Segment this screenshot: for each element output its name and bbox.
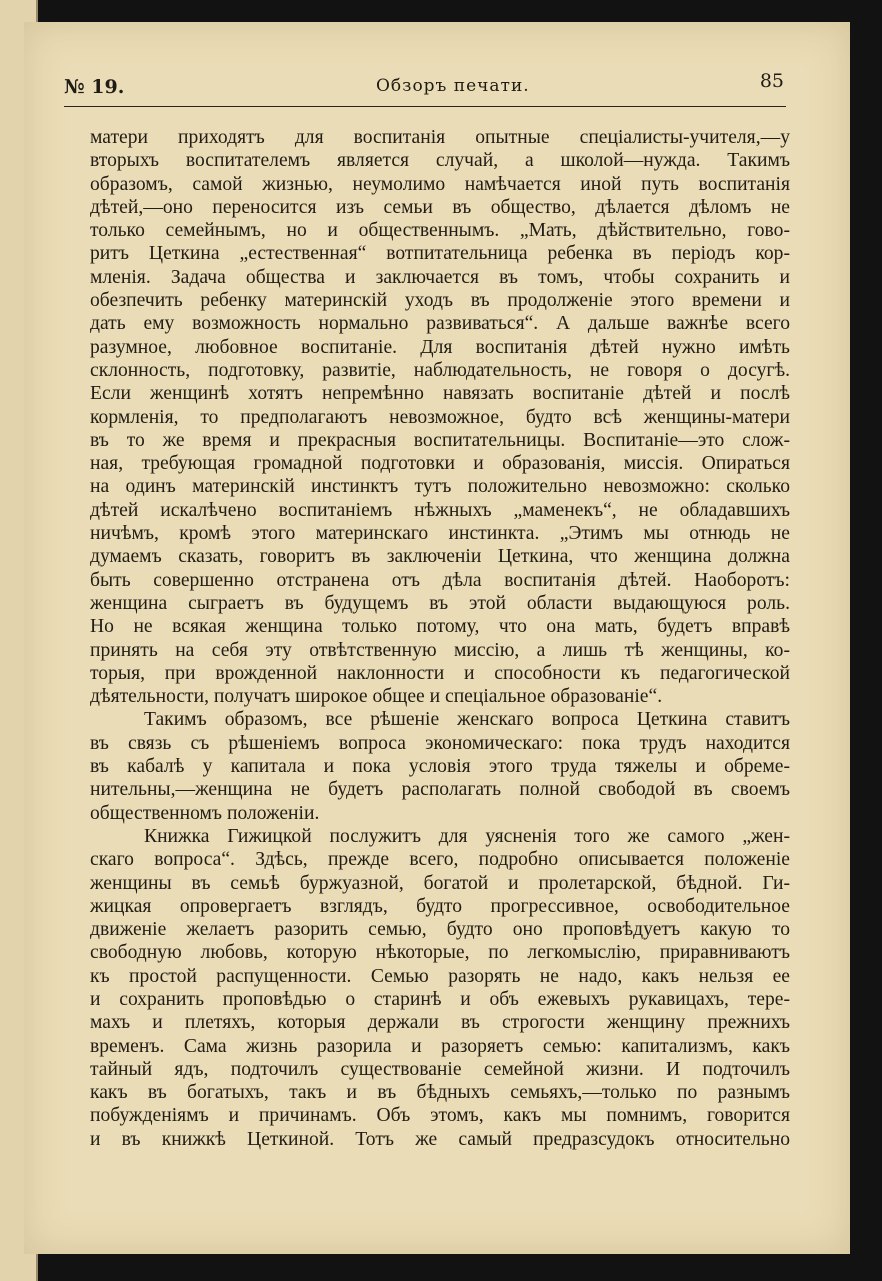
text-line: женщины въ семьѣ буржуазной, богатой и пролетарской, бѣдной. Ги-: [90, 872, 790, 894]
text-line: дѣтей,—оно переносится изъ семьи въ общество, дѣлается дѣломъ не: [90, 196, 790, 218]
text-line: жицкая опровергаетъ взглядъ, будто прогрессивное, освободительное: [90, 895, 790, 917]
body-text: [90, 126, 790, 1151]
text-line: свободную любовь, которую нѣкоторые, по легкомыслію, приравниваютъ: [90, 942, 790, 964]
text-line: побужденіямъ и причинамъ. Объ этомъ, какъ мы помнимъ, говорится: [90, 1105, 790, 1127]
text-line: дѣтей искалѣчено воспитаніемъ нѣжныхъ „маменекъ“, не обладавшихъ: [90, 499, 790, 521]
text-line: въ связь съ рѣшеніемъ вопроса экономическаго: пока трудъ находится: [90, 732, 790, 754]
text-line: принять на себя эту отвѣтственную миссію, а лишь тѣ женщины, ко-: [90, 639, 790, 661]
text-line: дать ему возможность нормально развиваться“. А дальше важнѣе всего: [90, 313, 790, 335]
issue-number: № 19.: [64, 76, 125, 98]
text-line: только семейнымъ, но и общественнымъ. „Мать, дѣйствительно, гово-: [90, 220, 790, 242]
text-line: женщина сыграетъ въ будущемъ въ этой области выдающуюся роль.: [90, 592, 790, 614]
text-line: движеніе желаетъ разорить семью, будто оно проповѣдуетъ какую то: [90, 919, 790, 941]
text-line: склонность, подготовку, развитіе, наблюдательность, не говоря о досугѣ.: [90, 359, 790, 381]
text-line: какъ въ богатыхъ, такъ и въ бѣдныхъ семьяхъ,—только по разнымъ: [90, 1082, 790, 1104]
text-line: временъ. Сама жизнь разорила и разоряетъ семью: капитализмъ, какъ: [90, 1035, 790, 1057]
text-line: ничѣмъ, кромѣ этого материнскаго инстинкта. „Этимъ мы отнюдь не: [90, 523, 790, 545]
text-line: матери приходятъ для воспитанія опытные спеціалисты-учителя,—у: [90, 127, 790, 148]
text-line: обезпечить ребенку материнскій уходъ въ продолженіе этого времени и: [90, 290, 790, 312]
text-line: Книжка Гижицкой послужитъ для уясненія того же самого „жен-: [144, 825, 790, 847]
page-number: 85: [759, 70, 784, 92]
text-line: Если женщинѣ хотятъ непремѣнно навязать воспитаніе дѣтей и послѣ: [90, 383, 790, 405]
text-line: на одинъ материнскій инстинктъ тутъ положительно невозможно: сколько: [90, 476, 790, 498]
text-line: ная, требующая громадной подготовки и образованія, миссія. Опираться: [90, 453, 790, 475]
header-rule: [64, 106, 786, 107]
text-line: мленія. Задача общества и заключается въ томъ, чтобы сохранить и: [90, 266, 790, 288]
text-line: вторыхъ воспитателемъ является случай, а школой—нужда. Такимъ: [90, 150, 790, 172]
running-header: [64, 64, 784, 108]
text-line: кормленія, то предполагаютъ невозможное, будто всѣ женщины-матери: [90, 406, 790, 428]
text-line: быть совершенно отстранена отъ дѣла воспитанія дѣтей. Наоборотъ:: [90, 569, 790, 591]
text-line: въ то же время и прекрасныя воспитательницы. Воспитаніе—это слож-: [90, 429, 790, 451]
text-line: образомъ, самой жизнью, неумолимо намѣчается иной путь воспитанія: [90, 173, 790, 195]
text-line: ритъ Цеткина „естественная“ вотпитательница ребенка въ періодъ кор-: [90, 243, 790, 265]
text-line: Но не всякая женщина только потому, что она мать, будетъ вправѣ: [90, 616, 790, 638]
text-line: дѣятельности, получатъ широкое общее и спеціальное образованіе“.: [90, 686, 663, 708]
text-line: думаемъ сказать, говоритъ въ заключеніи Цеткина, что женщина должна: [90, 546, 790, 568]
text-line: и сохранить проповѣдью о старинѣ и объ ежевыхъ рукавицахъ, тере-: [90, 988, 790, 1010]
running-title: Обзоръ печати.: [376, 76, 530, 96]
text-line: скаго вопроса“. Здѣсь, прежде всего, подробно описывается положеніе: [90, 849, 790, 871]
text-line: къ простой распущенности. Семью разорять не надо, какъ нельзя ее: [90, 965, 790, 987]
text-line: Такимъ образомъ, все рѣшеніе женскаго вопроса Цеткина ставитъ: [144, 709, 790, 731]
text-line: нительны,—женщина не будетъ располагать полной свободой въ своемъ: [90, 779, 790, 801]
text-line: и въ книжкѣ Цеткиной. Тотъ же самый предразсудокъ относительно: [90, 1128, 790, 1150]
text-line: разумное, любовное воспитаніе. Для воспитанія дѣтей нужно имѣть: [90, 336, 790, 358]
text-line: общественномъ положеніи.: [90, 802, 320, 824]
text-line: торыя, при врожденной наклонности и способности къ педагогической: [90, 662, 790, 684]
text-line: тайный ядъ, подточилъ существованіе семейной жизни. И подточилъ: [90, 1058, 790, 1080]
text-line: махъ и плетяхъ, которыя держали въ строгости женщину прежнихъ: [90, 1012, 790, 1034]
text-line: въ кабалѣ у капитала и пока условія этого труда тяжелы и обреме-: [90, 756, 790, 778]
